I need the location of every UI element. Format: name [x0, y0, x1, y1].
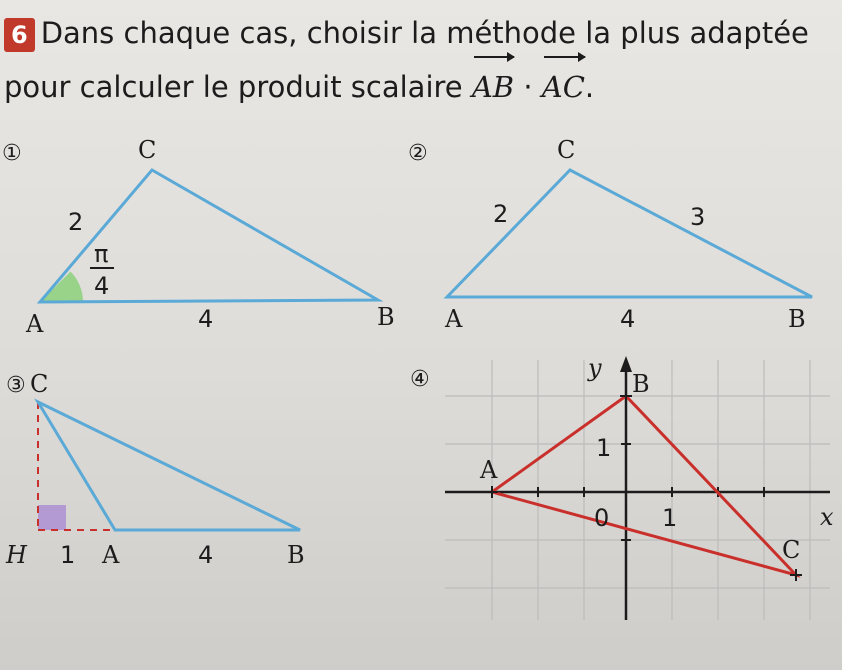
tick-y-1: 1 [596, 434, 612, 462]
figure-3-marker: ③ [6, 373, 26, 398]
fig2-label-c: C [557, 136, 576, 164]
fig3-label-b: B [287, 541, 305, 569]
point-marks [486, 390, 802, 581]
figure-2-marker: ② [408, 141, 428, 166]
vector-ac: AC [542, 60, 585, 114]
fig1-label-b: B [377, 303, 395, 331]
fig1-label-c: C [138, 136, 157, 164]
fig4-label-c: C [782, 536, 801, 564]
triangle-1 [40, 170, 378, 302]
fig3-side-ha: 1 [60, 541, 76, 569]
axis-x-label: x [820, 503, 834, 531]
fig4-label-b: B [632, 370, 650, 398]
fig1-angle-numerator: π [94, 240, 109, 268]
dot-operator: · [523, 70, 533, 104]
tick-x-1: 1 [662, 504, 678, 532]
y-axis-arrow [620, 356, 632, 372]
statement-line2: pour calculer le produit scalaire [4, 70, 463, 104]
fig2-side-ab: 4 [620, 305, 636, 333]
exercise-number: 6 [4, 18, 35, 52]
grid [445, 360, 830, 620]
figure-2 [408, 136, 812, 333]
fig1-label-a: A [26, 310, 44, 338]
figure-4 [410, 354, 834, 620]
fig1-side-ac: 2 [68, 208, 84, 236]
fig3-label-h: H [6, 541, 27, 569]
fig3-side-ab: 4 [198, 541, 214, 569]
fig4-label-a: A [480, 456, 498, 484]
figure-1 [2, 136, 395, 338]
axis-y-label: y [588, 354, 602, 382]
fig2-label-a: A [445, 305, 463, 333]
vector-ab: AB [472, 60, 514, 114]
period: . [584, 70, 595, 104]
fig3-label-c: C [30, 370, 49, 398]
fig1-side-ab: 4 [198, 305, 214, 333]
statement-line1: Dans chaque cas, choisir la méthode la plus adaptée [40, 16, 809, 50]
figure-1-marker: ① [2, 141, 22, 166]
origin-label: 0 [594, 504, 610, 532]
fig1-angle-denominator: 4 [94, 272, 110, 300]
triangle-3 [38, 402, 300, 530]
figure-3 [5, 370, 305, 569]
figure-4-marker: ④ [410, 367, 430, 392]
fig2-side-ac: 2 [493, 200, 509, 228]
fig2-label-b: B [788, 305, 806, 333]
fig3-label-a: A [102, 541, 120, 569]
right-angle-mark [38, 505, 66, 530]
triangle-2 [447, 170, 812, 297]
fig2-side-bc: 3 [690, 203, 706, 231]
